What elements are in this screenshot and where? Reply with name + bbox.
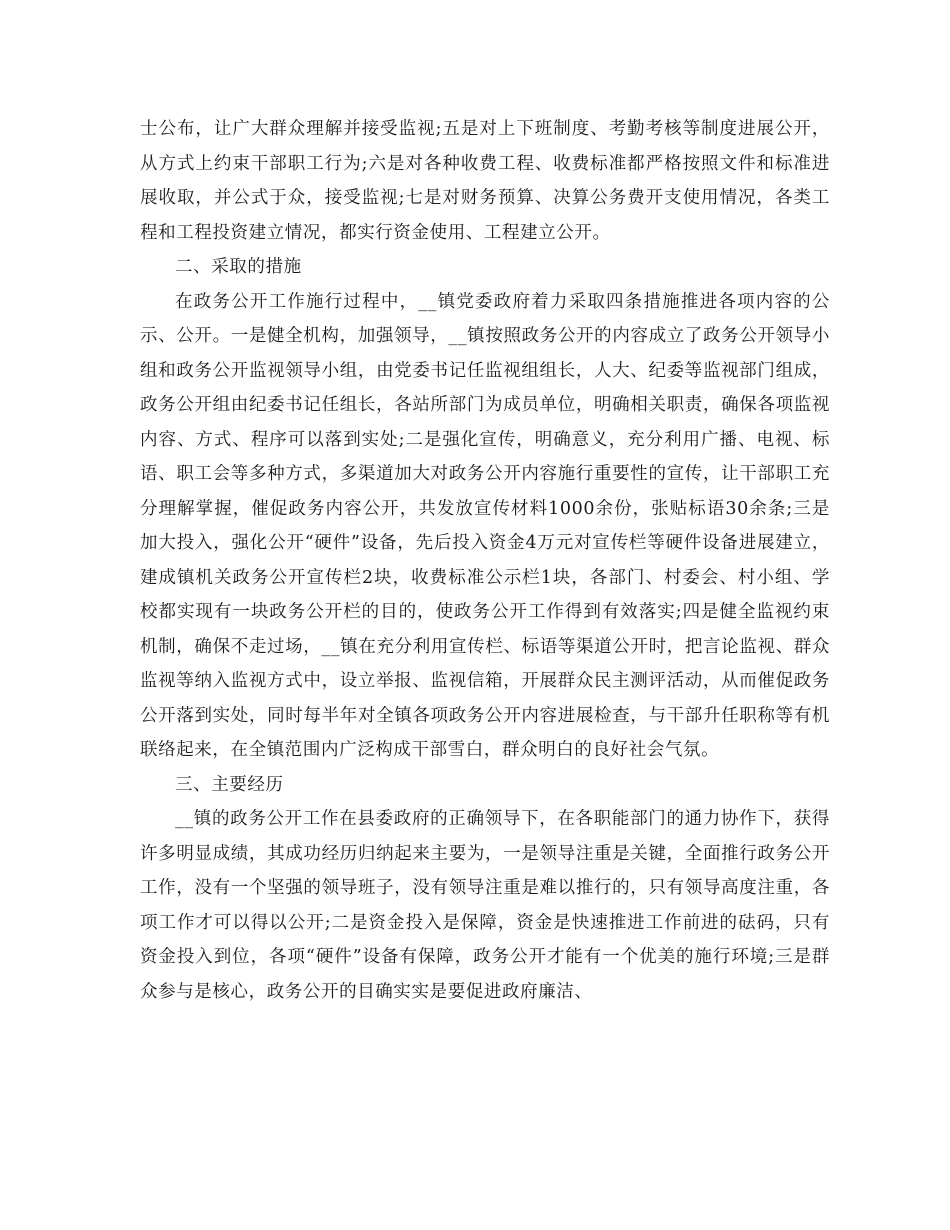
document-body: [140, 112, 830, 1009]
section-heading-experience: 三、主要经历: [175, 774, 284, 795]
section-heading-measures: 二、采取的措施: [175, 257, 302, 277]
paragraph-continuation: 士公布，让广大群众理解并接受监视;五是对上下班制度、考勤考核等制度进展公开，从方式上约束干部职工行为;六是对各种收费工程、收费标准都严格按照文件和标准进展收取，并公式于众，接受监视;七是对财务预算、决算公务费开支使用情况，各类工程和工程投资建立情况，都实行资金使用、工程建立公开。: [140, 119, 830, 243]
paragraph-measures: 在政务公开工作施行过程中，__镇党委政府着力采取四条措施推进各项内容的公示、公开。一是健全机构，加强领导，__镇按照政务公开的内容成立了政务公开领导小组和政务公开监视领导小组，由党委书记任监视组组长，人大、纪委等监视部门组成，政务公开组由纪委书记任组长，各站所部门为成员单位，明确相关职责，确保各项监视内容、方式、程序可以落到实处;二是强化宣传，明确意义，充分利用广播、电视、标语、职工会等多种方式，多渠道加大对政务公开内容施行重要性的宣传，让干部职工充分理解掌握，催促政务内容公开，共发放宣传材料1000余份，张贴标语30余条;三是加大投入，强化公开“硬件”设备，先后投入资金4万元对宣传栏等硬件设备进展建立，建成镇机关政务公开宣传栏2块，收费标准公示栏1块，各部门、村委会、村小组、学校都实现有一块政务公开栏的目的，使政务公开工作得到有效落实;四是健全监视约束机制，确保不走过场，__镇在充分利用宣传栏、标语等渠道公开时，把言论监视、群众监视等纳入监视方式中，设立举报、监视信箱，开展群众民主测评活动，从而催促政务公开落到实处，同时每半年对全镇各项政务公开内容进展检查，与干部升任职称等有机联络起来，在全镇范围内广泛构成干部雪白，群众明白的良好社会气氛。: [140, 291, 830, 760]
paragraph-experience: __镇的政务公开工作在县委政府的正确领导下，在各职能部门的通力协作下，获得许多明显成绩，其成功经历归纳起来主要为，一是领导注重是关键，全面推行政务公开工作，没有一个坚强的领导班子，没有领导注重是难以推行的，只有领导高度注重，各项工作才可以得以公开;二是资金投入是保障，资金是快速推进工作前进的砝码，只有资金投入到位，各项“硬件”设备有保障，政务公开才能有一个优美的施行环境;三是群众参与是核心，政务公开的目确实实是要促进政府廉洁、: [140, 809, 830, 1002]
